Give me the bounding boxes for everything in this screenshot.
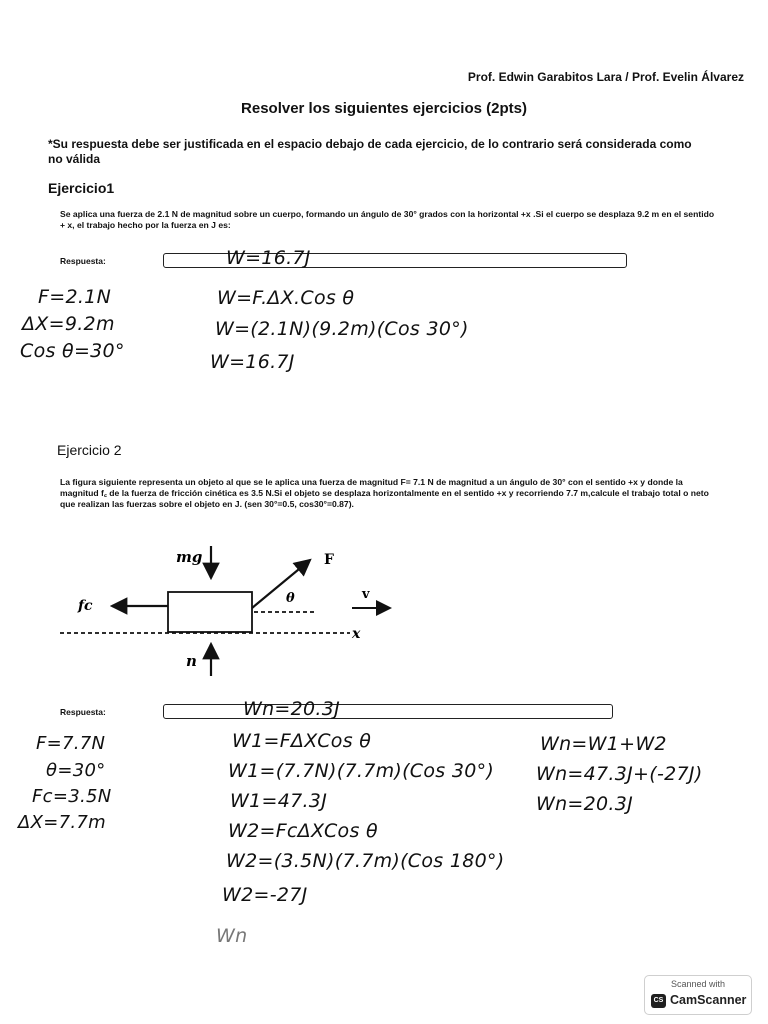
watermark-top-text: Scanned with xyxy=(670,979,726,989)
exercise1-work-substitution: W=(2.1N)(9.2m)(Cos 30°) xyxy=(215,318,469,340)
exercise2-answer-value: Wn=20.3J xyxy=(243,698,341,720)
instructions: *Su respuesta debe ser justificada en el espacio debajo de cada ejercicio, de lo contrario será considerada como no válida xyxy=(48,137,692,166)
exercise2-answer-box xyxy=(163,698,613,720)
exercise2-net-result: Wn=20.3J xyxy=(536,793,634,815)
exercise1-given-angle: Cos θ=30° xyxy=(20,340,125,362)
exercise1-answer-label: Respuesta: xyxy=(60,256,106,266)
exercise1-work-result: W=16.7J xyxy=(210,351,295,373)
exercise2-given-displacement: ΔX=7.7m xyxy=(18,812,106,833)
exercise1-heading: Ejercicio1 xyxy=(48,180,115,196)
force-diagram xyxy=(60,540,400,680)
exercise1-answer-value: W=16.7J xyxy=(226,247,311,269)
normal-label: n xyxy=(186,652,197,670)
exercise2-given-angle: θ=30° xyxy=(46,760,106,781)
exercise1-statement: Se aplica una fuerza de 2.1 N de magnitud sobre un cuerpo, formando un ángulo de 30° grados con la horizontal +x .Si el cuerpo se desplaza 9.2 m en el sentido + x, el trabajo hecho por la fuerza en J es: xyxy=(60,209,715,230)
exercise2-partial-wn: Wn xyxy=(216,925,248,947)
exercise2-w2-result: W2=-27J xyxy=(222,884,308,906)
exercise2-net-substitution: Wn=47.3J+(-27J) xyxy=(536,763,703,785)
exercise1-given-displacement: ΔX=9.2m xyxy=(22,313,115,335)
exercise2-given-force: F=7.7N xyxy=(36,733,106,754)
x-axis-label: x xyxy=(352,626,361,642)
exercise2-statement: La figura siguiente representa un objeto al que se le aplica una fuerza de magnitud F= 7.1 N de magnitud a un ángulo de 30° con el sentido +x y donde la magnitud f꜀ de la fuerza de fricción cinética es 3.5 N.Si el objeto se desplaza horizontalmente en el sentido +x y recorriendo 7.7 m,calcule el trabajo total o neto que realizan las fuerzas sobre el objeto en J. (sen 30°=0.5, cos30°=0.87). xyxy=(60,477,709,509)
exercise2-given-friction: Fc=3.5N xyxy=(32,786,112,807)
exercise2-w2-substitution: W2=(3.5N)(7.7m)(Cos 180°) xyxy=(226,850,505,872)
professors-line: Prof. Edwin Garabitos Lara / Prof. Evelin Álvarez xyxy=(467,70,744,84)
exercise1-work-formula: W=F.ΔX.Cos θ xyxy=(217,287,355,309)
applied-force-arrow xyxy=(252,560,310,608)
force-label: F xyxy=(324,552,334,568)
page-title: Resolver los siguientes ejercicios (2pts) xyxy=(241,100,527,117)
object-block xyxy=(168,592,252,632)
camscanner-watermark xyxy=(644,975,752,1015)
exercise2-w1-substitution: W1=(7.7N)(7.7m)(Cos 30°) xyxy=(228,760,495,782)
exercise2-w1-formula: W1=FΔXCos θ xyxy=(232,730,372,752)
camscanner-logo-icon: CS xyxy=(651,994,666,1008)
exercise2-w1-result: W1=47.3J xyxy=(230,790,328,812)
exercise2-answer-label: Respuesta: xyxy=(60,707,106,717)
watermark-name: CamScanner xyxy=(670,993,747,1007)
exercise1-given-force: F=2.1N xyxy=(38,286,112,308)
friction-label: fc xyxy=(78,598,93,614)
exercise2-w2-formula: W2=FcΔXCos θ xyxy=(228,820,378,842)
exercise2-net-formula: Wn=W1+W2 xyxy=(540,733,667,755)
theta-label: θ xyxy=(286,591,295,606)
velocity-label: v xyxy=(362,587,370,602)
mg-label: mg xyxy=(176,548,203,566)
exercise2-heading: Ejercicio 2 xyxy=(57,442,122,458)
